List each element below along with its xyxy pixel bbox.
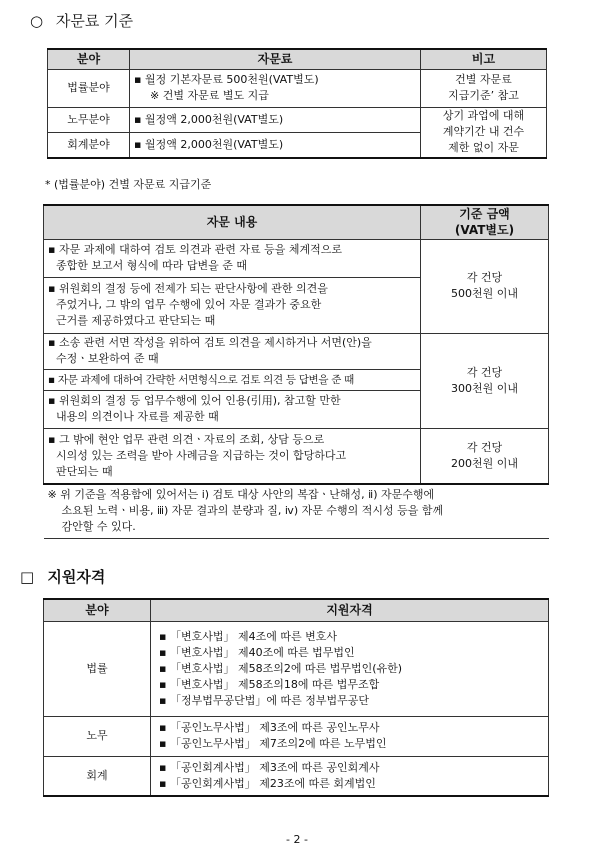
amount-line: 300천원 이내	[451, 381, 518, 395]
content-line: 종합한 보고서 형식에 따라 답변을 준 때	[56, 259, 247, 272]
table-row	[44, 239, 549, 277]
content-line: 판단되는 때	[56, 464, 113, 478]
fee-cell	[130, 132, 421, 158]
list-item: ▪ 「공인노무사법」 제3조에 따른 공인노무사	[159, 721, 380, 734]
note-line: 계약기간 내 건수	[442, 125, 525, 139]
section1-heading	[30, 10, 133, 32]
footnote-line: 소요된 노력ㆍ비용, ⅲ) 자문 결과의 분량과 질, ⅳ) 자문 수행의 적시성 등을 함께	[61, 504, 444, 518]
table-row	[44, 756, 549, 796]
content-line: 내용의 의견이나 자료를 제공한 때	[56, 410, 219, 423]
content-line: ▪ 위원회의 결정 등 업무수행에 있어 인용(引用), 참고할 만한	[48, 394, 341, 407]
circle-marker: ○	[30, 12, 44, 30]
fee-line: ※ 건별 자문료 별도 지급	[150, 89, 269, 102]
amount-cell	[421, 333, 549, 428]
header-line: (VAT별도)	[454, 223, 515, 238]
footnote-line: ※ 위 기준을 적용함에 있어서는 ⅰ) 검토 대상 사안의 복잡ㆍ난해성, ⅱ) 자문수행에	[47, 488, 435, 502]
eligibility-table	[43, 598, 549, 797]
fee-table	[47, 48, 547, 159]
content-line: 시의성 있는 조력을 받아 사례금을 지급하는 것이 합당하다고	[56, 448, 347, 462]
header-line: 기준 금액	[459, 207, 510, 222]
list-item: ▪ 「공인노무사법」 제7조의2에 따른 노무법인	[159, 737, 387, 750]
note-cell	[421, 107, 547, 158]
table-row	[44, 621, 549, 716]
content-line: ▪ 소송 관련 서면 작성을 위하여 검토 의견을 제시하거나 서면(안)을	[48, 336, 372, 349]
eligibility-field-cell: 노무	[44, 716, 151, 756]
list-item: ▪ 「변호사법」 제58조의18에 따른 법무조합	[159, 677, 380, 691]
list-item: ▪ 「변호사법」 제4조에 따른 변호사	[159, 629, 337, 643]
fee-cell	[130, 107, 421, 132]
case-fee-table	[43, 204, 549, 539]
note-line: 상기 과업에 대해	[442, 109, 525, 123]
case-fee-header-content: 자문 내용	[44, 205, 421, 239]
table-row	[44, 484, 549, 538]
eligibility-field-cell: 법률	[44, 621, 151, 716]
fee-field-cell: 회계분야	[48, 132, 130, 158]
list-item: ▪ 「변호사법」 제58조의2에 따른 법무법인(유한)	[159, 661, 403, 675]
footnote-cell	[44, 484, 549, 538]
content-cell	[44, 428, 421, 484]
square-marker: □	[20, 568, 35, 586]
amount-cell	[421, 428, 549, 484]
note-line: 건별 자문료	[455, 73, 512, 86]
fee-field-cell: 법률분야	[48, 69, 130, 107]
list-item: ▪ 「정부법무공단법」에 따른 정부법무공단	[159, 693, 369, 707]
amount-line: 200천원 이내	[451, 456, 518, 470]
eligibility-cell	[151, 756, 549, 796]
case-fee-header-amount	[421, 205, 549, 239]
table-row	[44, 333, 549, 369]
fee-table-header-fee: 자문료	[130, 49, 421, 69]
table-row	[48, 69, 547, 107]
eligibility-header-qualification: 지원자격	[151, 599, 549, 621]
content-cell	[44, 239, 421, 277]
content-line: 수정ㆍ보완하여 준 때	[56, 352, 159, 365]
note-line: 제한 없이 자문	[448, 141, 519, 155]
amount-line: 각 건당	[466, 365, 503, 379]
fee-field-cell: 노무분야	[48, 107, 130, 132]
content-cell	[44, 277, 421, 333]
table-row	[44, 428, 549, 484]
fee-line: ▪ 월정액 2,000천원(VAT별도)	[134, 112, 284, 126]
content-cell	[44, 390, 421, 428]
amount-line: 각 건당	[466, 440, 503, 454]
content-cell	[44, 333, 421, 369]
section1-title: 자문료 기준	[55, 12, 134, 30]
list-item: ▪ 「변호사법」 제40조에 따른 법무법인	[159, 645, 355, 659]
content-line: 근거를 제공하였다고 판단되는 때	[56, 314, 216, 327]
content-cell	[44, 369, 421, 390]
amount-cell	[421, 239, 549, 333]
fee-cell	[130, 69, 421, 107]
fee-line: ▪ 월정액 2,000천원(VAT별도)	[134, 137, 284, 151]
list-item: ▪ 「공인회계사법」 제3조에 따른 공인회계사	[159, 760, 380, 774]
content-line: 주었거나, 그 밖의 업무 수행에 있어 자문 결과가 중요한	[56, 298, 322, 311]
eligibility-cell	[151, 621, 549, 716]
fee-table-header-note: 비고	[421, 49, 547, 69]
eligibility-header-field: 분야	[44, 599, 151, 621]
footnote-line: 감안할 수 있다.	[61, 520, 136, 534]
table-row	[44, 716, 549, 756]
content-line: ▪ 자문 과제에 대하여 간략한 서면형식으로 검토 의견 등 답변을 준 때	[48, 373, 354, 386]
note-line: 지급기준’ 참고	[448, 89, 519, 102]
page-number: - 2 -	[286, 833, 308, 846]
fee-criteria-subtitle: * (법률분야) 건별 자문료 지급기준	[45, 178, 212, 191]
content-line: ▪ 위원회의 결정 등에 전제가 되는 판단사항에 관한 의견을	[48, 282, 328, 295]
content-line: ▪ 자문 과제에 대하여 검토 의견과 관련 자료 등을 체계적으로	[48, 243, 342, 256]
note-cell	[421, 69, 547, 107]
fee-table-header-field: 분야	[48, 49, 130, 69]
fee-line: ▪ 월정 기본자문료 500천원(VAT별도)	[134, 73, 319, 86]
table-row	[48, 107, 547, 132]
eligibility-cell	[151, 716, 549, 756]
amount-line: 각 건당	[466, 271, 503, 284]
eligibility-field-cell: 회계	[44, 756, 151, 796]
list-item: ▪ 「공인회계사법」 제23조에 따른 회계법인	[159, 776, 376, 790]
section2-heading	[20, 566, 105, 588]
amount-line: 500천원 이내	[451, 287, 518, 300]
section2-title: 지원자격	[47, 568, 106, 586]
content-line: ▪ 그 밖에 현안 업무 관련 의견ㆍ자료의 조회, 상담 등으로	[48, 432, 325, 446]
